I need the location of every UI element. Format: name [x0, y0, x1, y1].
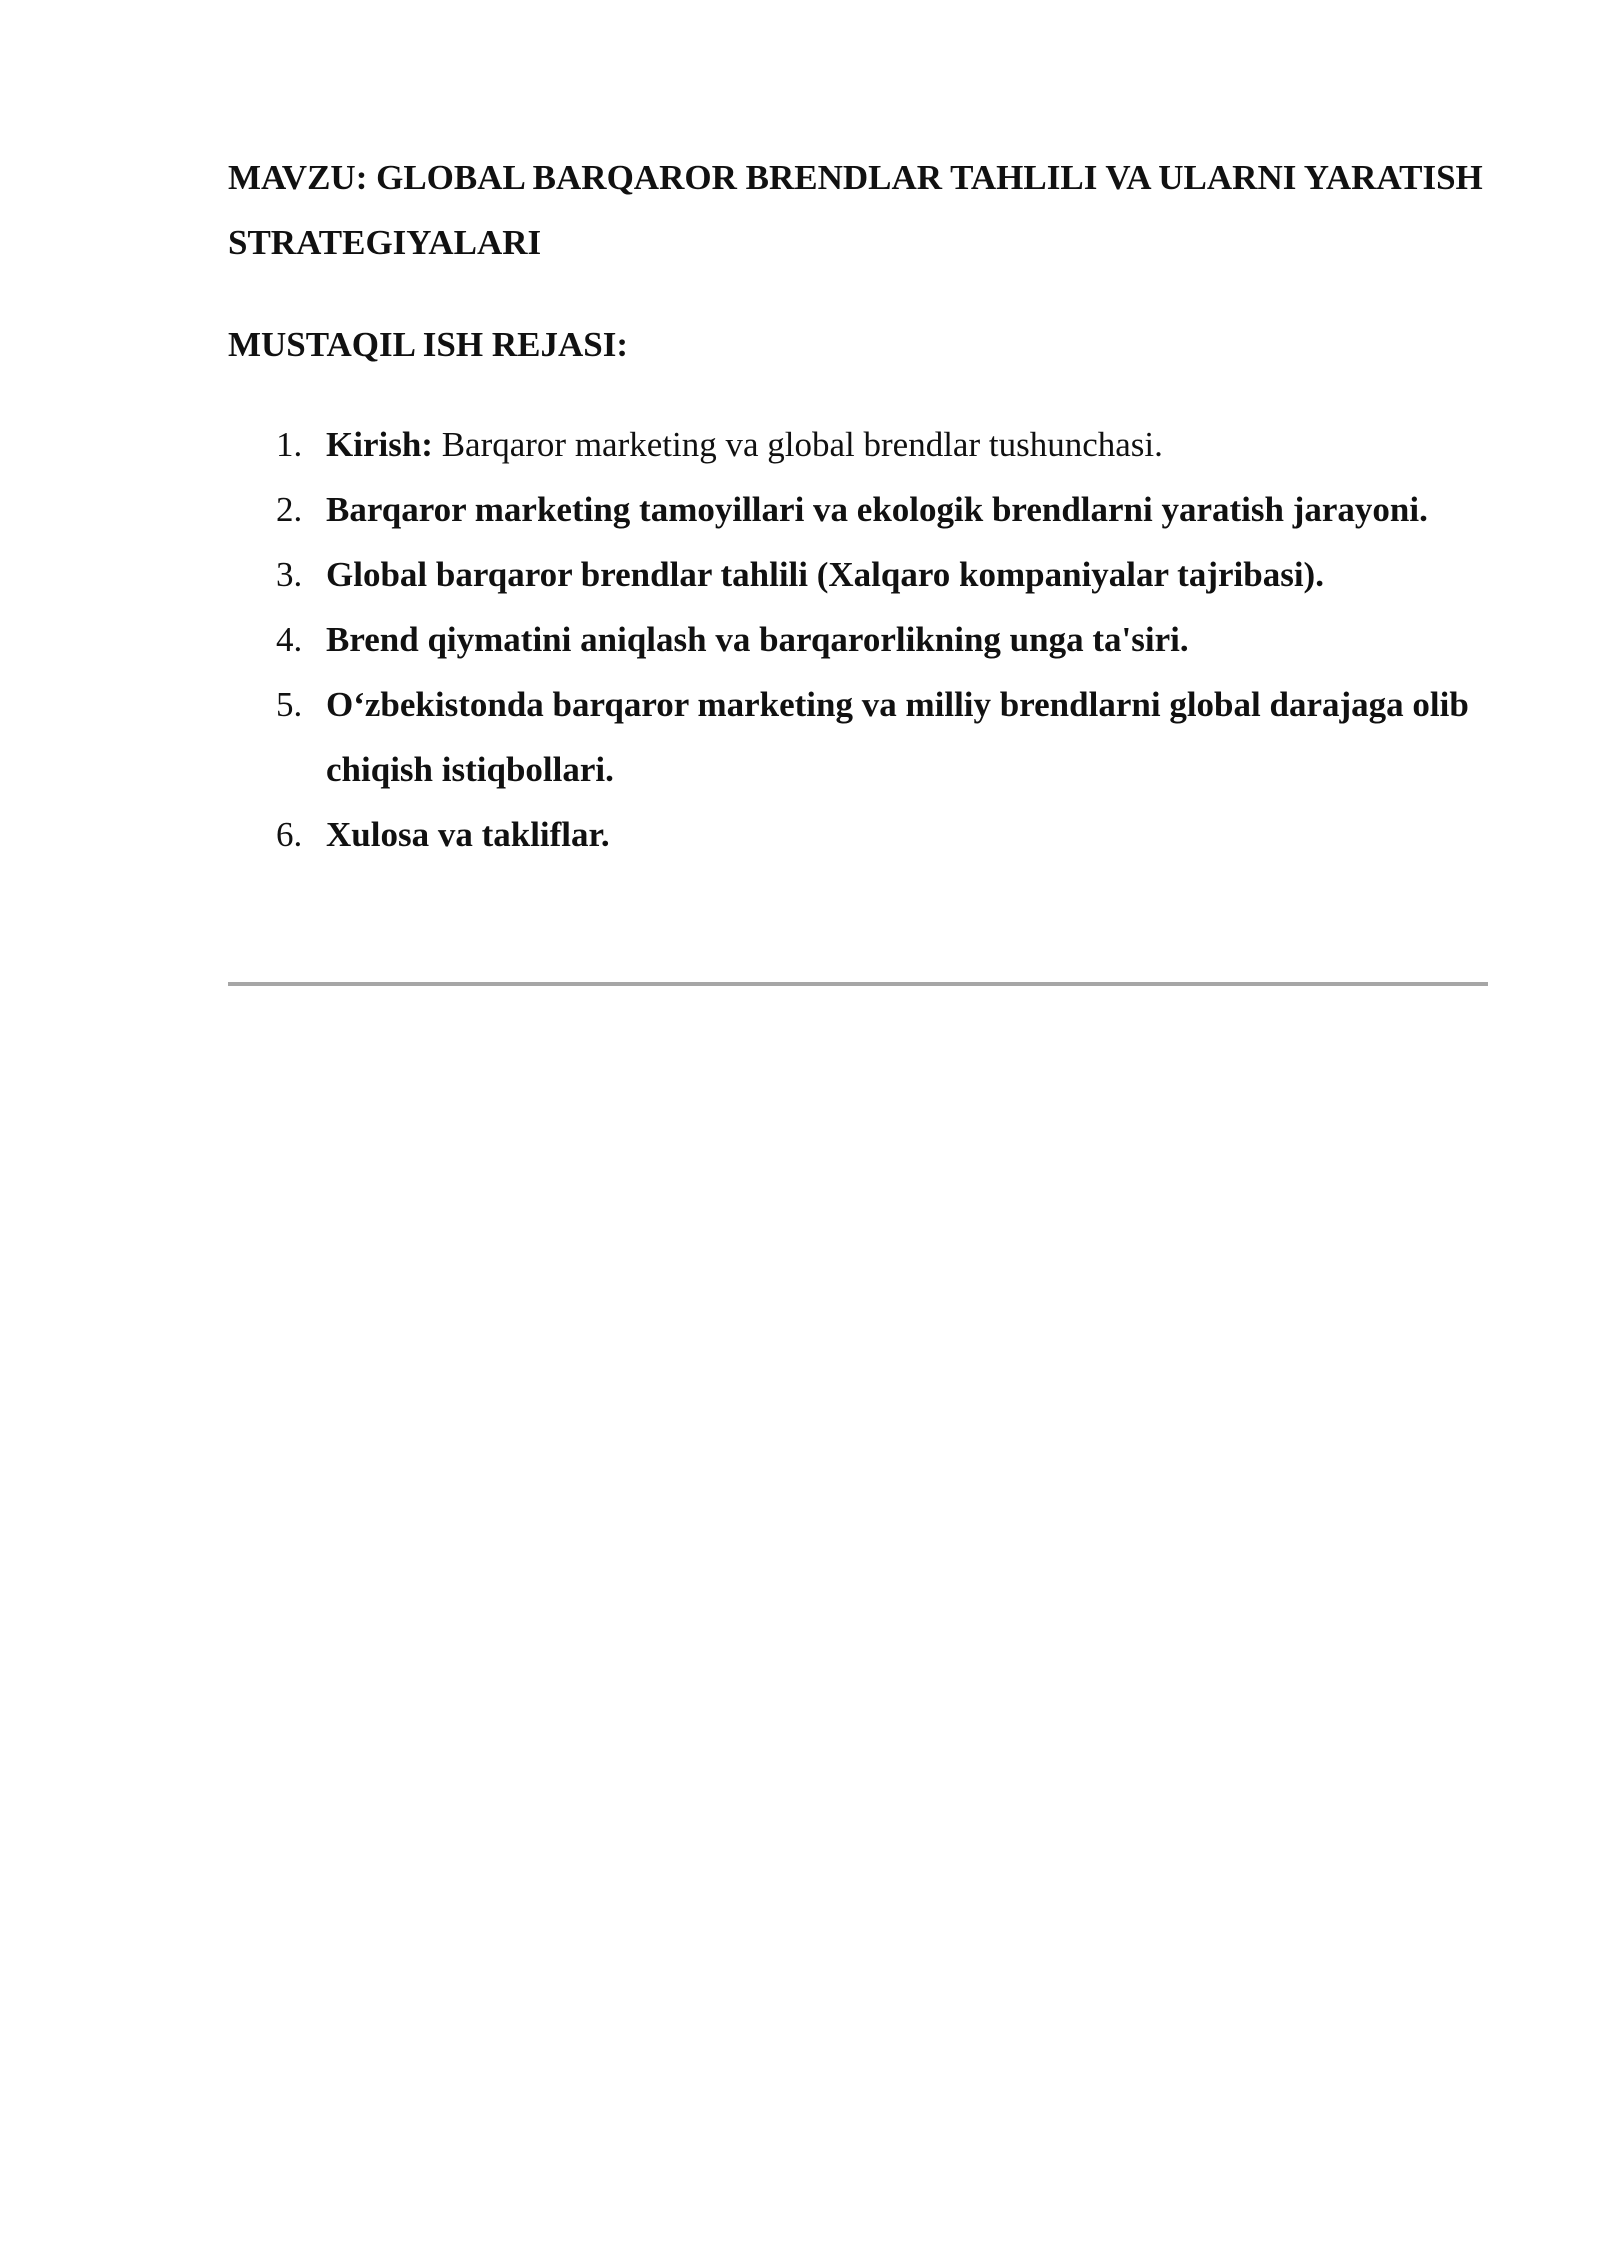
plan-item-introduction	[228, 412, 1488, 477]
plan-item-number: 6.	[276, 815, 303, 854]
plan-item-label: O‘zbekistonda barqaror marketing va milliy brendlarni global darajaga olib chiqish istiqbollari.	[326, 685, 1469, 789]
plan-item-label: Barqaror marketing tamoyillari va ekologik brendlarni yaratish jarayoni.	[326, 490, 1428, 529]
plan-item-number: 4.	[276, 620, 303, 659]
plan-item-number: 2.	[276, 490, 303, 529]
plan-heading: MUSTAQIL ISH REJASI:	[228, 325, 629, 364]
horizontal-divider	[228, 982, 1488, 986]
plan-item-label: Kirish:	[326, 425, 433, 464]
plan-item-brand-value	[228, 607, 1488, 672]
plan-item-label: Global barqaror brendlar tahlili (Xalqaro kompaniyalar tajribasi).	[326, 555, 1324, 594]
plan-item-conclusion	[228, 802, 1488, 867]
plan-item-number: 3.	[276, 555, 303, 594]
plan-list	[228, 412, 1488, 867]
plan-item-text: Barqaror marketing va global brendlar tushunchasi.	[432, 425, 1163, 464]
plan-item-label: Xulosa va takliflar.	[326, 815, 610, 854]
plan-item-global-analysis	[228, 542, 1488, 607]
plan-item-principles	[228, 477, 1488, 542]
document-title: MAVZU: GLOBAL BARQAROR BRENDLAR TAHLILI VA ULARNI YARATISH STRATEGIYALARI	[228, 158, 1483, 262]
plan-item-number: 5.	[276, 685, 303, 724]
plan-item-label: Brend qiymatini aniqlash va barqarorlikning unga ta'siri.	[326, 620, 1189, 659]
plan-item-number: 1.	[276, 425, 303, 464]
plan-item-uzbekistan-prospects	[228, 672, 1488, 802]
